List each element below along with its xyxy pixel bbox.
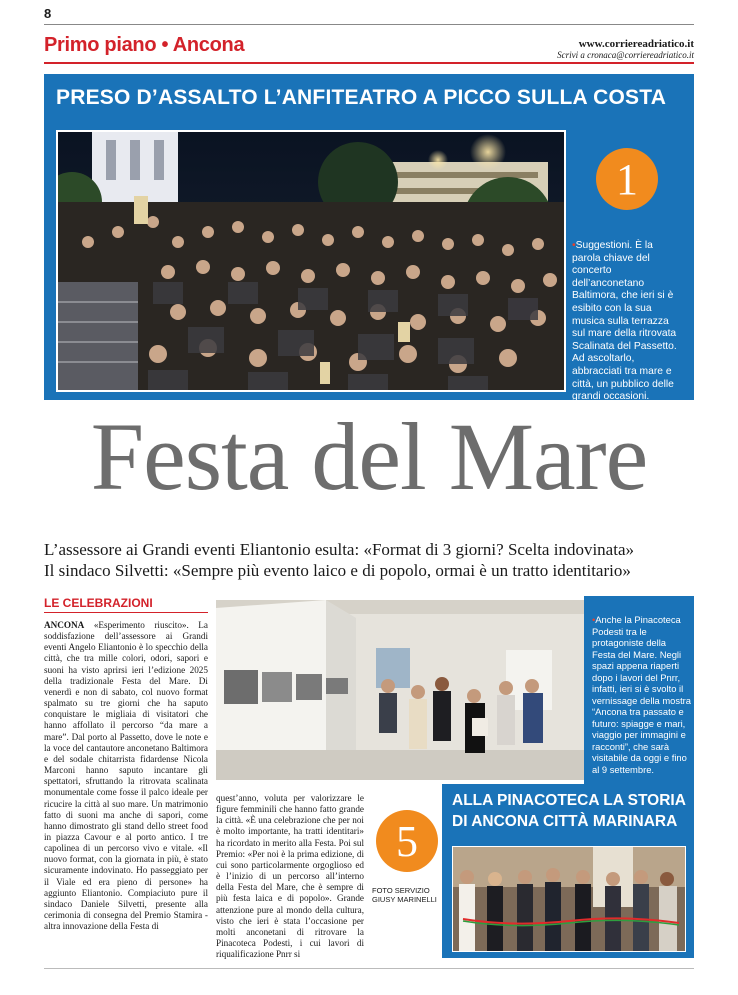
site-info xyxy=(557,38,694,60)
pinacoteca-caption-text: Anche la Pinacoteca Podesti tra le protagoniste della Festa del Mare. Negli spazi appena riaperti dopo i lavori del Pnrr, infatti, ieri si è svolto il vernissage della mostra “Ancona tra passato e futuro: spiagge e mari, viaggio per immagini e racconti”, che sarà visitabile da oggi e fino al 9 settembre. xyxy=(592,614,692,775)
concert-crowd-photo xyxy=(56,130,566,392)
contact-email: Scrivi a cronaca@corriereadriatico.it xyxy=(557,50,694,60)
subtitle-eliantonio: L’assessore ai Grandi eventi Eliantonio esulta: «Format di 3 giorni? Scelta indovinata» xyxy=(44,540,634,559)
pinacoteca-headline-line-1: ALLA PINACOTECA LA STORIA xyxy=(452,792,686,809)
pinacoteca-caption xyxy=(592,614,692,775)
article-column-2: quest’anno, voluta per valorizzare le figure femminili che hanno fatto grande la città. «È una celebrazione che per noi è molto importante, ha tratti identitari» ha ricordato in merito alla Festa. Poi sul Premio: «Per noi è la prima edizione, di cui sono particolarmente orgoglioso ed è l’inizio di un percorso all’interno della Festa del Mare, che è sempre di più festa laica e di popolo». Grande attenzione pure al mondo della cultura, visto che ieri è stata l’occasione per molti anconetani di ritrovare la Pinacoteca Podesti, i cui lavori di riqualificazione Pnrr si xyxy=(216,793,364,960)
number-badge-1: 1 xyxy=(596,148,658,210)
article-label-rule xyxy=(44,612,208,613)
caption-bullet-icon: • xyxy=(572,240,576,251)
top-headline: PRESO D’ASSALTO L’ANFITEATRO A PICCO SULLA COSTA xyxy=(56,86,667,109)
article-col1-text: «Esperimento riuscito». La soddisfazione dell’assessore ai Grandi eventi Angelo Eliantonio è lo specchio della città, che tra mille colori, odori, sapori e suoni ha visto aprirsi ieri l’edizione 2025 della tradizionale Festa del Mare. Di venerdì e non di sabato, col nuovo format spalmato su tre giorni che ha saputo conquistare le migliaia di visitatori che hanno affollato il percorso “da mare a mare”. Dal porto al Passetto, dove le note e la voce del cantautore anconetano Baltimora e del sodale chitarrista fidardense Nicola Marconi hanno saputo incantare gli spettatori, sfruttando la ritrovata scalinata monumentale come fosse il palco ideale per ricucire la città al suo mare. Un matrimonio fatto di suoni ma anche di sapori, come hanno dimostrato gli stand dello street food in piazza Cavour e al porto antico. I tre capolinea di un percorso vivo e vitale. «Il nuovo format, con la giornata in più, è stato sicuramente indovinato. Ho passeggiato per il Viale ed era pieno di persone» ha aggiunto Eliantonio. Compiaciuto pure il sindaco Daniele Silvetti, presente alla cerimonia di consegna del Premio Stamira - altra innovazione della Festa di xyxy=(44,620,208,932)
page-number: 8 xyxy=(44,6,52,21)
article-label: LE CELEBRAZIONI xyxy=(44,596,153,610)
exhibition-photo xyxy=(216,600,586,780)
caption-bullet-icon: • xyxy=(592,614,596,625)
site-url: www.corriereadriatico.it xyxy=(578,38,694,50)
top-rule xyxy=(44,24,694,25)
ribbon-cutting-photo xyxy=(452,846,686,952)
pinacoteca-headline xyxy=(452,790,692,832)
concert-caption-text: Suggestioni. È la parola chiave del concerto dell’anconetano Baltimora, che ieri si è esibito con la sua musica sulla terrazza sul mare della ritrovata Scalinata del Passetto. Ad ascoltarlo, abbracciati tra mare e città, un pubblico delle grandi occasioni. xyxy=(572,240,677,403)
section-title: Primo piano • Ancona xyxy=(44,34,245,56)
photo-credit-line-2: GIUSY MARINELLI xyxy=(372,895,437,904)
article-column-1 xyxy=(44,620,208,932)
bottom-rule xyxy=(44,968,694,969)
section-rule xyxy=(44,62,694,64)
dateline: ANCONA xyxy=(44,620,85,630)
photo-credit xyxy=(372,886,440,904)
main-title: Festa del Mare xyxy=(90,403,648,510)
number-badge-5: 5 xyxy=(376,810,438,872)
concert-caption xyxy=(572,240,684,404)
pinacoteca-headline-line-2: DI ANCONA CITTÀ MARINARA xyxy=(452,813,678,830)
photo-credit-line-1: FOTO SERVIZIO xyxy=(372,886,430,895)
subtitle-silvetti: Il sindaco Silvetti: «Sempre più evento laico e di popolo, ormai è un tratto identitario» xyxy=(44,561,631,580)
